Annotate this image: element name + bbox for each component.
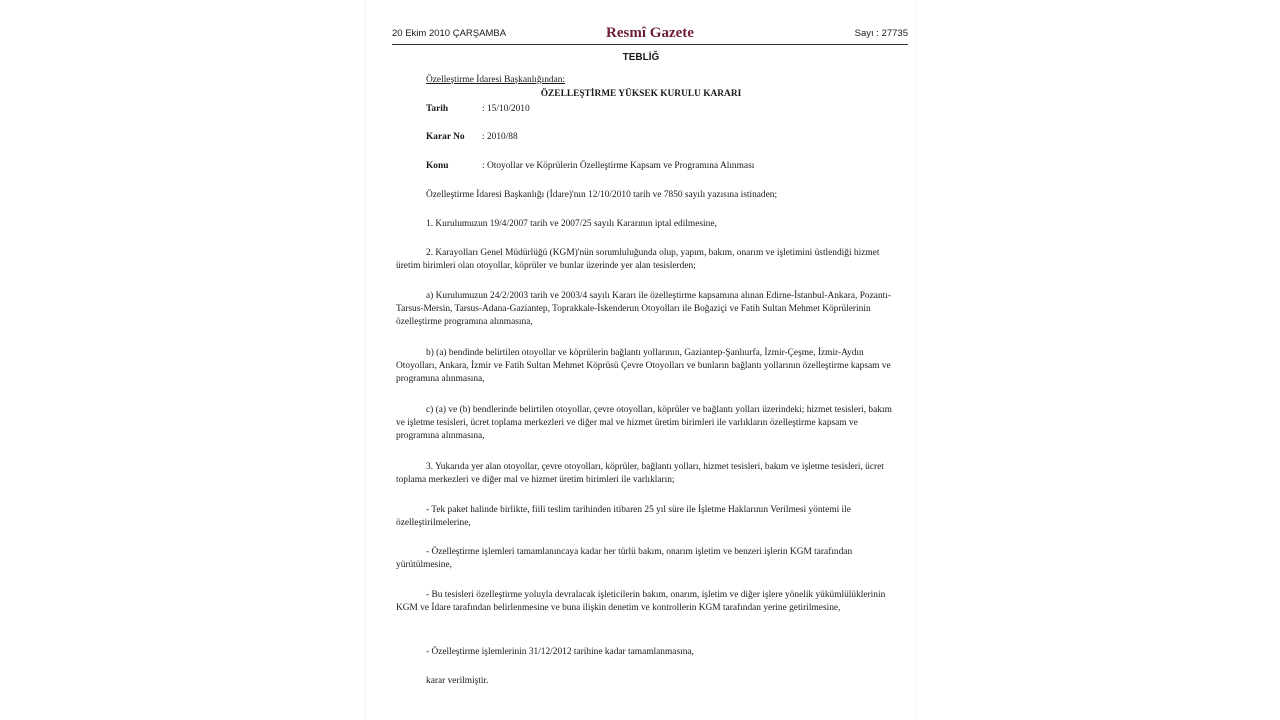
- item-1: 1. Kurulumuzun 19/4/2007 tarih ve 2007/25 sayılı Kararının iptal edilmesine,: [426, 219, 717, 229]
- bullet-1: - Tek paket halinde birlikte, fiili teslim tarihinden itibaren 25 yıl süre ile İşletme Haklarının Verilmesi yöntemi ile özelleştirilmelerine,: [396, 505, 851, 528]
- decision-no-label: Karar No: [426, 132, 465, 142]
- page-header: [392, 26, 908, 45]
- closing-line: karar verilmiştir.: [426, 676, 489, 686]
- item-3: 3. Yukarıda yer alan otoyollar, çevre otoyolları, köprüler, bağlantı yolları, hizmet tesisleri, bakım ve işletme tesisleri, ücret toplama merkezleri ve diğer mal ve hizmet üretim birimleri ile varlıkların;: [396, 462, 884, 485]
- section-title: TEBLİĞ: [622, 52, 660, 63]
- gazette-page: [366, 0, 916, 720]
- item-2b: b) (a) bendinde belirtilen otoyollar ve köprülerin bağlantı yollarının, Gaziantep-Şanlıurfa, İzmir-Çeşme, İzmir-Aydın Otoyolları, Ankara, İzmir ve Fatih Sultan Mehmet Köprüsü Çevre Otoyolları ve bunların bağlantı yollarının özelleştirme kapsam ve programına alınmasına,: [396, 348, 891, 384]
- item-2: 2. Karayolları Genel Müdürlüğü (KGM)'nün sorumluluğunda olup, yapım, bakım, onarım ve işletimini üstlendiği hizmet üretim birimleri olan otoyollar, köprüler ve bunlar üzerinde yer alan tesislerden;: [396, 248, 880, 271]
- item-2c: c) (a) ve (b) bendlerinde belirtilen otoyollar, çevre otoyolları, köprüler ve bağlantı yolları üzerindeki; hizmet tesisleri, bakım ve işletme tesisleri, ücret toplama merkezleri ve diğer mal ve hizmet üretim birimleri ile varlıkların özelleştirme kapsam ve programına alınmasına,: [396, 405, 892, 441]
- decision-no-value: : 2010/88: [482, 132, 518, 142]
- item-2a: a) Kurulumuzun 24/2/2003 tarih ve 2003/4 sayılı Kararı ile özelleştirme kapsamına alınan Edirne-İstanbul-Ankara, Pozantı-Tarsus-Mersin, Tarsus-Adana-Gaziantep, Toprakkale-İskenderun Otoyolları ile Boğaziçi ve Fatih Sultan Mehmet Köprülerinin özelleştirme programına alınmasına,: [396, 291, 891, 327]
- date-label: Tarih: [426, 104, 449, 114]
- gazette-title: Resmî Gazete: [606, 25, 694, 41]
- decision-heading: ÖZELLEŞTİRME YÜKSEK KURULU KARARI: [540, 89, 742, 99]
- issue-number: Sayı : 27735: [854, 28, 908, 39]
- bullet-4: - Özelleştirme işlemlerinin 31/12/2012 tarihine kadar tamamlanmasına,: [426, 647, 694, 657]
- issue-date: 20 Ekim 2010 ÇARŞAMBA: [392, 28, 507, 39]
- subject-label: Konu: [426, 161, 449, 171]
- date-value: : 15/10/2010: [482, 104, 530, 114]
- issuer-line: Özelleştirme İdaresi Başkanlığından:: [426, 75, 566, 85]
- bullet-2: - Özelleştirme işlemleri tamamlanıncaya kadar her türlü bakım, onarım işletim ve benzeri işlerin KGM tarafından yürütülmesine,: [396, 547, 853, 570]
- subject-value: : Otoyollar ve Köprülerin Özelleştirme Kapsam ve Programına Alınması: [482, 161, 755, 171]
- reference-paragraph: Özelleştirme İdaresi Başkanlığı (İdare)'nın 12/10/2010 tarih ve 7850 sayılı yazısına istinaden;: [426, 190, 778, 200]
- bullet-3: - Bu tesisleri özelleştirme yoluyla devralacak işleticilerin bakım, onarım, işletim ve diğer işlere yönelik yükümlülüklerinin KGM ve İdare tarafından belirlenmesine ve buna ilişkin denetim ve kontrollerin KGM tarafından yerine getirilmesine,: [396, 590, 886, 613]
